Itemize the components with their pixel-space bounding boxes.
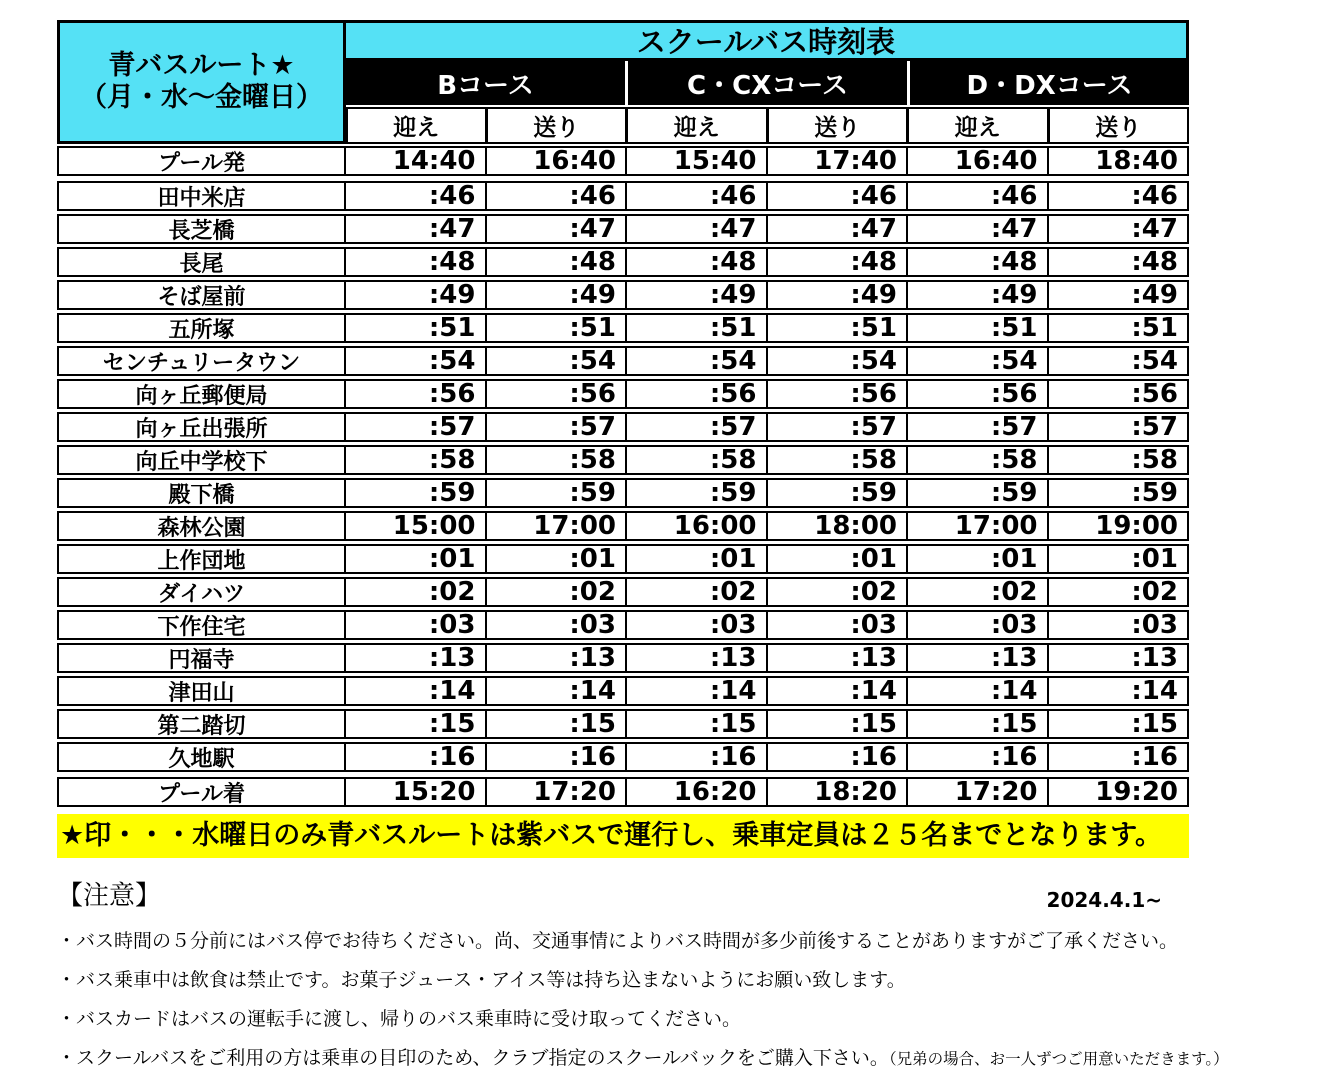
stop-name: 長芝橋 [168,218,235,244]
time-cell: :57 [766,414,907,440]
time-cell: :01 [344,546,485,572]
time-cell: :58 [766,447,907,473]
time-cell: 15:00 [344,513,485,539]
time-cell: :03 [485,612,626,638]
time-cell: :48 [625,249,766,275]
timetable-row [57,214,1189,244]
timetable-row [57,445,1189,475]
time-cell: :16 [1047,744,1188,770]
time-cell: 15:20 [344,779,485,805]
time-cell: :56 [485,381,626,407]
time-cell: 16:00 [625,513,766,539]
time-cell: 16:40 [485,148,626,174]
time-cell: :03 [906,612,1047,638]
time-cell: :54 [344,348,485,374]
time-cell: :59 [1047,480,1188,506]
time-cell: :02 [625,579,766,605]
time-cell: :02 [766,579,907,605]
time-cell: :15 [625,711,766,737]
time-cell: :01 [1047,546,1188,572]
timetable-row [57,478,1189,508]
stop-name: 田中米店 [157,185,246,211]
time-cell: :46 [1047,183,1188,209]
timetable-row [57,280,1189,310]
pickup-dropoff-header-row [346,107,1189,144]
time-cell: :51 [906,315,1047,341]
timetable-rows [57,146,1189,807]
time-cell: :49 [906,282,1047,308]
timetable-row [57,709,1189,739]
time-cell: :47 [485,216,626,242]
time-cell: :49 [485,282,626,308]
time-cell: :56 [1047,381,1188,407]
timetable-row [57,412,1189,442]
time-cell: :59 [625,480,766,506]
time-cell: :47 [344,216,485,242]
timetable-header-right [346,20,1189,144]
time-cell: :54 [906,348,1047,374]
time-cell: :13 [625,645,766,671]
timetable-row [57,379,1189,409]
time-cell: :46 [485,183,626,209]
timetable-row [57,777,1189,807]
time-cell: :46 [625,183,766,209]
time-cell: :16 [344,744,485,770]
stop-name: 上作団地 [157,548,246,574]
time-cell: :14 [344,678,485,704]
notice-section [57,875,1297,1068]
stop-name: センチュリータウン [102,350,301,376]
stop-name: 五所塚 [168,317,235,343]
stop-name: 津田山 [168,680,235,706]
time-cell: :51 [766,315,907,341]
time-cell: :57 [485,414,626,440]
time-cell: :48 [1047,249,1188,275]
time-cell: :13 [766,645,907,671]
time-cell: :54 [766,348,907,374]
time-cell: :51 [485,315,626,341]
time-cell: :02 [906,579,1047,605]
time-cell: 17:40 [766,148,907,174]
time-cell: :13 [485,645,626,671]
time-cell: :58 [625,447,766,473]
time-cell: :58 [1047,447,1188,473]
time-cell: :56 [906,381,1047,407]
route-title-line2: （月・水～金曜日） [80,82,323,113]
time-cell: 17:20 [485,779,626,805]
time-cell: :16 [625,744,766,770]
time-cell: :48 [906,249,1047,275]
time-cell: 16:20 [625,779,766,805]
time-cell: 18:00 [766,513,907,539]
course-header-b: Bコース [346,61,625,105]
time-cell: :47 [1047,216,1188,242]
time-cell: :16 [485,744,626,770]
time-cell: 16:40 [906,148,1047,174]
time-cell: 17:00 [485,513,626,539]
time-cell: :51 [625,315,766,341]
timetable-header [57,20,1189,144]
time-cell: :49 [766,282,907,308]
time-cell: :56 [344,381,485,407]
time-cell: :58 [344,447,485,473]
time-cell: :49 [1047,282,1188,308]
school-bus-timetable-page [57,20,1297,1068]
time-cell: :13 [906,645,1047,671]
timetable-row [57,643,1189,673]
time-cell: 15:40 [625,148,766,174]
bus-timetable [57,20,1189,807]
stop-name: 長尾 [179,251,224,277]
notice-bullet-4 [57,1049,1297,1068]
stop-name: ダイハツ [157,581,246,607]
time-cell: :57 [906,414,1047,440]
course-header-c-cx: C・CXコース [628,61,907,105]
stop-name: 第二踏切 [157,713,246,739]
time-cell: :15 [766,711,907,737]
subheader-pickup-d: 迎え [908,107,1049,144]
time-cell: :48 [766,249,907,275]
time-cell: :48 [485,249,626,275]
notice-bullet-3: ・バスカードはバスの運転手に渡し、帰りのバス乗車時に受け取ってください。 [57,1008,742,1030]
time-cell: :59 [766,480,907,506]
stop-name: 下作住宅 [157,614,246,640]
time-cell: :58 [485,447,626,473]
timetable-row [57,676,1189,706]
timetable-row [57,544,1189,574]
subheader-dropoff-d: 送り [1049,107,1190,144]
time-cell: :13 [1047,645,1188,671]
stop-name: 向丘中学校下 [135,449,268,475]
notice-bullets [57,932,1297,1068]
time-cell: :14 [1047,678,1188,704]
timetable-row [57,577,1189,607]
time-cell: :02 [485,579,626,605]
time-cell: :03 [344,612,485,638]
time-cell: :14 [485,678,626,704]
time-cell: :01 [625,546,766,572]
time-cell: :03 [766,612,907,638]
time-cell: 18:40 [1047,148,1188,174]
timetable-row [57,511,1189,541]
subheader-pickup-b: 迎え [346,107,487,144]
time-cell: :16 [906,744,1047,770]
time-cell: :54 [625,348,766,374]
time-cell: :59 [344,480,485,506]
notice-bullet-4-suffix: （兄弟の場合、お一人ずつご用意いただきます。） [888,1050,1229,1068]
stop-name: 円福寺 [168,647,235,673]
notice-bullet-1: ・バス時間の５分前にはバス停でお待ちください。尚、交通事情によりバス時間が多少前後することがありますがご了承ください。 [57,930,1179,952]
stop-name: 森林公園 [157,515,246,541]
time-cell: 17:20 [906,779,1047,805]
route-title-line1: 青バスルート★ [108,49,295,81]
time-cell: :58 [906,447,1047,473]
timetable-row [57,346,1189,376]
time-cell: :13 [344,645,485,671]
time-cell: 14:40 [344,148,485,174]
time-cell: :57 [344,414,485,440]
time-cell: :47 [625,216,766,242]
time-cell: :48 [344,249,485,275]
time-cell: :54 [485,348,626,374]
time-cell: :15 [906,711,1047,737]
time-cell: :47 [906,216,1047,242]
time-cell: :14 [625,678,766,704]
subheader-dropoff-b: 送り [487,107,628,144]
time-cell: :46 [766,183,907,209]
time-cell: :14 [766,678,907,704]
table-title: スクールバス時刻表 [346,20,1189,61]
time-cell: :02 [1047,579,1188,605]
time-cell: :02 [344,579,485,605]
time-cell: :54 [1047,348,1188,374]
time-cell: :56 [766,381,907,407]
time-cell: :15 [1047,711,1188,737]
time-cell: 19:00 [1047,513,1188,539]
notice-title: 【注意】 [57,881,162,911]
timetable-row [57,610,1189,640]
time-cell: :01 [485,546,626,572]
subheader-pickup-c: 迎え [627,107,768,144]
notice-bullet-4-text: ・スクールバスをご利用の方は乗車の目印のため、クラブ指定のスクールバックをご購入下さい。 [57,1047,889,1069]
timetable-row [57,742,1189,772]
timetable-row [57,313,1189,343]
notice-bullet-2: ・バス乗車中は飲食は禁止です。お菓子ジュース・アイス等は持ち込まないようにお願い致します。 [57,969,906,991]
time-cell: 19:20 [1047,779,1188,805]
subheader-dropoff-c: 送り [768,107,909,144]
stop-name: 久地駅 [168,746,235,772]
stop-name: 向ヶ丘郵便局 [135,383,268,409]
time-cell: :15 [485,711,626,737]
stop-name: プール発 [158,150,245,176]
time-cell: :51 [344,315,485,341]
route-title-cell [57,20,346,144]
time-cell: :47 [766,216,907,242]
time-cell: :14 [906,678,1047,704]
time-cell: :59 [485,480,626,506]
effective-date: 2024.4.1~ [1046,888,1162,912]
course-header-d-dx: D・DXコース [910,61,1189,105]
time-cell: :56 [625,381,766,407]
time-cell: :03 [625,612,766,638]
stop-name: 殿下橋 [168,482,235,508]
time-cell: :15 [344,711,485,737]
time-cell: :57 [1047,414,1188,440]
stop-name: そば屋前 [157,284,246,310]
time-cell: :01 [906,546,1047,572]
timetable-row [57,146,1189,176]
star-footnote: ★印・・・水曜日のみ青バスルートは紫バスで運行し、乗車定員は２５名までとなります。 [57,814,1189,858]
time-cell: :49 [344,282,485,308]
timetable-row [57,181,1189,211]
time-cell: :16 [766,744,907,770]
time-cell: :03 [1047,612,1188,638]
timetable-row [57,247,1189,277]
notice-header [57,875,1162,912]
time-cell: :46 [906,183,1047,209]
time-cell: 17:00 [906,513,1047,539]
course-header-row [346,61,1189,105]
time-cell: :01 [766,546,907,572]
time-cell: :57 [625,414,766,440]
time-cell: :49 [625,282,766,308]
stop-name: 向ヶ丘出張所 [135,416,268,442]
time-cell: :46 [344,183,485,209]
stop-name: プール着 [158,781,245,807]
time-cell: :51 [1047,315,1188,341]
time-cell: 18:20 [766,779,907,805]
time-cell: :59 [906,480,1047,506]
